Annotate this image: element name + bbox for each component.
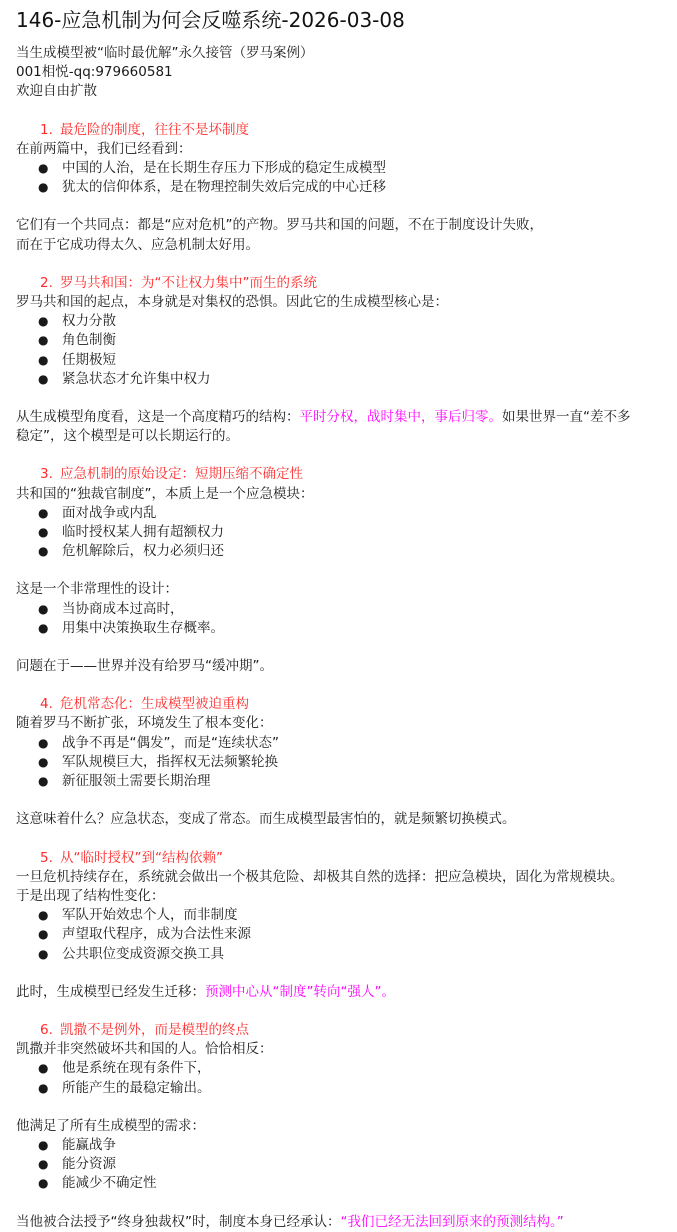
section-6-lead: 凯撒并非突然破坏共和国的人。恰恰相反： bbox=[16, 1041, 273, 1058]
page-title: 146-应急机制为何会反噬系统-2026-03-08 bbox=[16, 8, 405, 32]
section-2-paragraph: 从生成模型角度看，这是一个高度精巧的结构：平时分权，战时集中，事后归零。如果世界一直“差不多 bbox=[16, 409, 631, 426]
bullet-icon: ● bbox=[38, 371, 49, 386]
section-2-list bbox=[16, 312, 659, 389]
section-1-list bbox=[16, 159, 659, 197]
bullet-icon: ● bbox=[38, 505, 49, 520]
section-2-paragraph: 稳定”，这个模型是可以长期运行的。 bbox=[16, 428, 239, 445]
author-contact: 001相悦-qq:979660581 bbox=[16, 64, 173, 81]
section-3-lead: 这是一个非常理性的设计： bbox=[16, 581, 178, 598]
list-item: ● 他是系统在现有条件下， bbox=[16, 1059, 659, 1078]
list-item: ● 中国的人治，是在长期生存压力下形成的稳定生成模型 bbox=[16, 159, 659, 178]
section-1-lead: 在前两篇中，我们已经看到： bbox=[16, 140, 192, 157]
highlight-text: “我们已经无法回到原来的预测结构。” bbox=[340, 1213, 564, 1230]
section-6-list bbox=[16, 1136, 659, 1194]
section-6-closing: 当他被合法授予“终身独裁权”时，制度本身已经承认：“我们已经无法回到原来的预测结构。” bbox=[16, 1213, 564, 1230]
section-3-lead: 共和国的“独裁官制度”，本质上是一个应急模块： bbox=[16, 485, 314, 502]
bullet-icon: ● bbox=[38, 908, 49, 923]
list-item: ● 紧急状态才允许集中权力 bbox=[16, 370, 659, 389]
section-1-paragraph: 它们有一个共同点：都是“应对危机”的产物。罗马共和国的问题，不在于制度设计失败， bbox=[16, 217, 543, 234]
section-3-list bbox=[16, 600, 659, 638]
bullet-icon: ● bbox=[38, 1157, 49, 1172]
list-item: ● 权力分散 bbox=[16, 312, 659, 331]
list-item: ● 军队开始效忠个人，而非制度 bbox=[16, 906, 659, 925]
list-item: ● 能减少不确定性 bbox=[16, 1174, 659, 1193]
bullet-icon: ● bbox=[38, 927, 49, 942]
list-item: ● 能赢战争 bbox=[16, 1136, 659, 1155]
bullet-icon: ● bbox=[38, 352, 49, 367]
section-5-closing: 此时，生成模型已经发生迁移：预测中心从“制度”转向“强人”。 bbox=[16, 983, 395, 1000]
bullet-icon: ● bbox=[38, 946, 49, 961]
list-item: ● 犹太的信仰体系，是在物理控制失效后完成的中心迁移 bbox=[16, 178, 659, 197]
list-item: ● 战争不再是“偶发”，而是“连续状态” bbox=[16, 734, 659, 753]
highlight-text: 预测中心从“制度”转向“强人”。 bbox=[205, 983, 395, 1000]
section-6-heading: 6. 凯撒不是例外，而是模型的终点 bbox=[40, 1021, 249, 1038]
bullet-icon: ● bbox=[38, 1061, 49, 1076]
bullet-icon: ● bbox=[38, 333, 49, 348]
section-6-lead: 他满足了所有生成模型的需求： bbox=[16, 1117, 205, 1134]
list-item: ● 当协商成本过高时， bbox=[16, 600, 659, 619]
bullet-icon: ● bbox=[38, 601, 49, 616]
bullet-icon: ● bbox=[38, 1080, 49, 1095]
section-3-list bbox=[16, 504, 659, 562]
section-5-heading: 5. 从“临时授权”到“结构依赖” bbox=[40, 849, 223, 866]
section-1-paragraph: 而在于它成功得太久、应急机制太好用。 bbox=[16, 236, 259, 253]
bullet-icon: ● bbox=[38, 180, 49, 195]
section-5-list bbox=[16, 906, 659, 964]
bullet-icon: ● bbox=[38, 161, 49, 176]
section-5-lead: 于是出现了结构性变化： bbox=[16, 887, 165, 904]
list-item: ● 军队规模巨大，指挥权无法频繁轮换 bbox=[16, 753, 659, 772]
section-2-heading: 2. 罗马共和国：为“不让权力集中”而生的系统 bbox=[40, 274, 317, 291]
bullet-icon: ● bbox=[38, 754, 49, 769]
section-1-heading: 1. 最危险的制度，往往不是坏制度 bbox=[40, 121, 249, 138]
list-item: ● 用集中决策换取生存概率。 bbox=[16, 619, 659, 638]
section-3-heading: 3. 应急机制的原始设定：短期压缩不确定性 bbox=[40, 466, 303, 483]
list-item: ● 能分资源 bbox=[16, 1155, 659, 1174]
section-4-closing: 这意味着什么？应急状态，变成了常态。而生成模型最害怕的，就是频繁切换模式。 bbox=[16, 811, 516, 828]
bullet-icon: ● bbox=[38, 1176, 49, 1191]
bullet-icon: ● bbox=[38, 544, 49, 559]
section-2-lead: 罗马共和国的起点，本身就是对集权的恐惧。因此它的生成模型核心是： bbox=[16, 294, 448, 311]
list-item: ● 声望取代程序，成为合法性来源 bbox=[16, 925, 659, 944]
bullet-icon: ● bbox=[38, 774, 49, 789]
share-note: 欢迎自由扩散 bbox=[16, 83, 97, 100]
bullet-icon: ● bbox=[38, 525, 49, 540]
list-item: ● 公共职位变成资源交换工具 bbox=[16, 945, 659, 964]
section-4-list bbox=[16, 734, 659, 792]
list-item: ● 新征服领土需要长期治理 bbox=[16, 772, 659, 791]
section-4-lead: 随着罗马不断扩张，环境发生了根本变化： bbox=[16, 715, 273, 732]
list-item: ● 角色制衡 bbox=[16, 331, 659, 350]
highlight-text: 平时分权，战时集中，事后归零。 bbox=[299, 409, 502, 426]
section-3-closing: 问题在于——世界并没有给罗马“缓冲期”。 bbox=[16, 658, 273, 675]
subtitle: 当生成模型被“临时最优解”永久接管（罗马案例） bbox=[16, 45, 314, 61]
list-item: ● 临时授权某人拥有超额权力 bbox=[16, 523, 659, 542]
bullet-icon: ● bbox=[38, 314, 49, 329]
section-5-lead: 一旦危机持续存在，系统就会做出一个极其危险、却极其自然的选择：把应急模块，固化为常规模块。 bbox=[16, 868, 624, 885]
section-6-list bbox=[16, 1059, 659, 1097]
list-item: ● 任期极短 bbox=[16, 351, 659, 370]
bullet-icon: ● bbox=[38, 620, 49, 635]
section-4-heading: 4. 危机常态化：生成模型被迫重构 bbox=[40, 696, 249, 713]
list-item: ● 危机解除后，权力必须归还 bbox=[16, 542, 659, 561]
list-item: ● 面对战争或内乱 bbox=[16, 504, 659, 523]
list-item: ● 所能产生的最稳定输出。 bbox=[16, 1079, 659, 1098]
bullet-icon: ● bbox=[38, 735, 49, 750]
bullet-icon: ● bbox=[38, 1137, 49, 1152]
